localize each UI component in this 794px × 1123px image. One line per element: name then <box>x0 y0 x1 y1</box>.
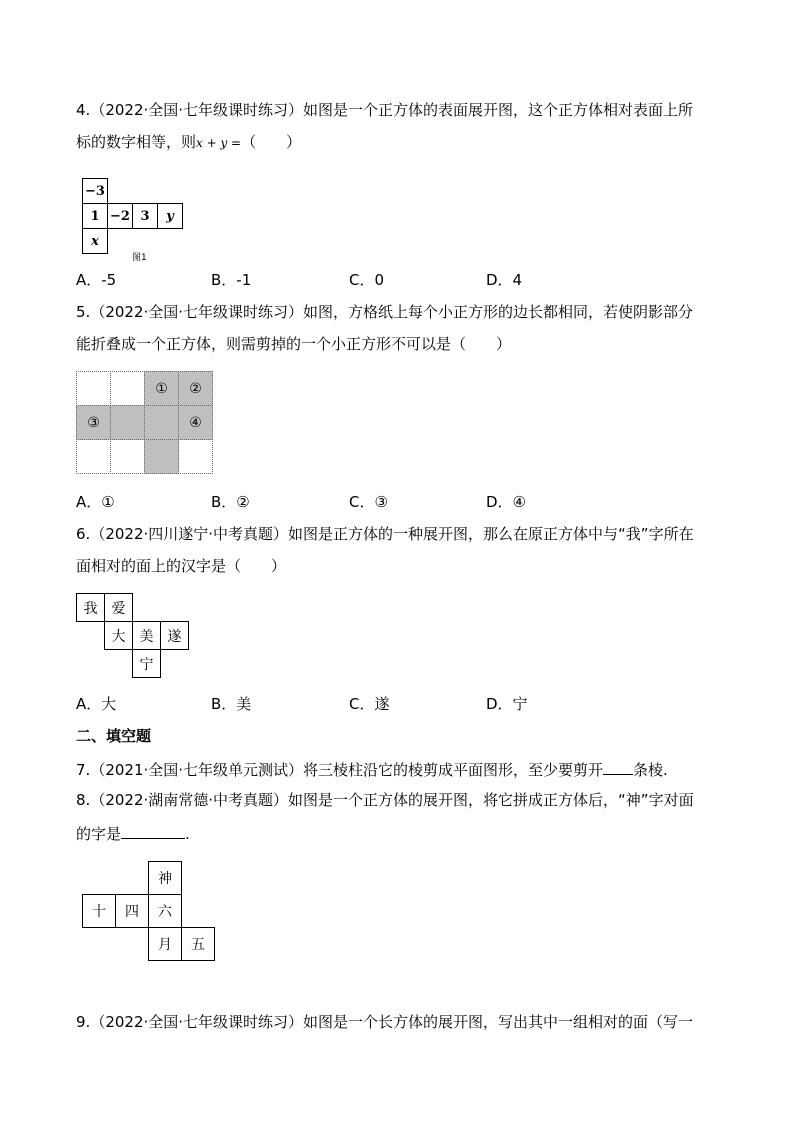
q8-net-cell: 十 <box>82 894 116 928</box>
q5-grid-cell <box>110 371 145 406</box>
q5-grid-cell <box>144 439 179 474</box>
q7-answer-blank[interactable] <box>603 758 633 775</box>
q5-grid-cell-1: ① <box>144 371 179 406</box>
q8-net-cell: 月 <box>148 927 182 961</box>
q6-option-c[interactable]: C．遂 <box>349 695 390 713</box>
q5-grid-figure <box>76 371 215 475</box>
q5-option-a[interactable]: A．① <box>76 493 115 511</box>
q5-option-b[interactable]: B．② <box>211 493 250 511</box>
q6-net-cell: 爱 <box>104 593 133 622</box>
q5-grid-cell <box>76 439 111 474</box>
q7-text-1: 将三棱柱沿它的棱剪成平面图形，至少要剪开 <box>303 761 604 779</box>
q6-option-a[interactable]: A．大 <box>76 695 117 713</box>
q5-grid-cell <box>178 439 213 474</box>
q6-net-cell: 大 <box>104 621 133 650</box>
q8-text-1: 如图是一个正方体的展开图，将它拼成正方体后，“神”字对面 <box>288 791 694 809</box>
q7-number: 7. <box>76 761 91 779</box>
q5-grid-cell-4: ④ <box>178 405 213 440</box>
q4-net-cell: −2 <box>107 203 133 229</box>
q7-text-2: 条棱. <box>633 761 668 779</box>
q4-option-c[interactable]: C．0 <box>349 271 385 289</box>
q5-option-d[interactable]: D．④ <box>486 493 526 511</box>
q8-number: 8. <box>76 791 91 809</box>
q8-source: （2022·湖南常德·中考真题） <box>90 791 289 809</box>
q4-source: （2022·全国·七年级课时练习） <box>90 101 304 119</box>
q4-options <box>76 270 636 290</box>
q9-text: 如图是一个长方体的展开图，写出其中一组相对的面（写一 <box>303 1013 694 1031</box>
q9-number: 9. <box>76 1013 91 1031</box>
q5-options <box>76 492 636 512</box>
q5-grid-cell <box>110 439 145 474</box>
q5-grid-cell-3: ③ <box>76 405 111 440</box>
q7-line <box>76 758 668 780</box>
q6-net-cell: 宁 <box>132 649 161 678</box>
q4-option-a[interactable]: A．-5 <box>76 271 117 289</box>
q8-figure <box>82 861 218 963</box>
q4-math: x + y = <box>196 136 242 150</box>
q8-text-end: . <box>185 825 190 843</box>
q6-options <box>76 694 636 714</box>
q4-line1 <box>76 100 693 120</box>
q6-net-cell: 美 <box>132 621 161 650</box>
q8-line1 <box>76 790 694 810</box>
q9-line <box>76 1012 693 1032</box>
q4-text-1: 如图是一个正方体的表面展开图，这个正方体相对表面上所 <box>303 101 694 119</box>
q4-number: 4. <box>76 101 91 119</box>
section-heading: 二、填空题 <box>76 727 152 745</box>
q5-text-2: 能折叠成一个正方体，则需剪掉的一个小正方形不可以是（ ） <box>76 335 512 353</box>
q5-grid-cell <box>76 371 111 406</box>
q6-figure <box>76 593 196 683</box>
q5-source: （2022·全国·七年级课时练习） <box>90 303 304 321</box>
q5-grid-cell <box>110 405 145 440</box>
q8-net-cell: 四 <box>115 894 149 928</box>
q6-text-1: 如图是正方体的一种展开图，那么在原正方体中与“我”字所在 <box>288 525 694 543</box>
q6-net-cell: 遂 <box>160 621 189 650</box>
q8-line2 <box>76 822 190 844</box>
q4-net-cell: x <box>82 228 108 254</box>
q5-number: 5. <box>76 303 91 321</box>
q4-net-cell: y <box>157 203 183 229</box>
q4-net-cell: 3 <box>132 203 158 229</box>
q8-text-2: 的字是 <box>76 825 122 843</box>
q5-text-1: 如图，方格纸上每个小正方形的边长都相同，若使阴影部分 <box>303 303 694 321</box>
q5-grid-cell <box>144 405 179 440</box>
q6-text-2: 面相对的面上的汉字是（ ） <box>76 557 287 575</box>
q4-net-cell: −3 <box>82 178 108 204</box>
q8-net-cell: 神 <box>148 861 182 895</box>
q8-answer-blank[interactable] <box>121 822 185 839</box>
q4-option-d[interactable]: D．4 <box>486 271 523 289</box>
q6-option-b[interactable]: B．美 <box>211 695 252 713</box>
q4-line2 <box>76 132 301 153</box>
q4-paren: （ ） <box>241 133 302 151</box>
q4-figure <box>80 176 190 263</box>
q8-net-cell: 五 <box>181 927 215 961</box>
q6-line1 <box>76 524 694 544</box>
q4-text-2: 标的数字相等，则 <box>76 133 197 151</box>
q4-option-b[interactable]: B．-1 <box>211 271 252 289</box>
q9-source: （2022·全国·七年级课时练习） <box>90 1013 304 1031</box>
q5-option-c[interactable]: C．③ <box>349 493 388 511</box>
q6-line2 <box>76 556 286 576</box>
q6-option-d[interactable]: D．宁 <box>486 695 528 713</box>
q4-fig-caption: 图1 <box>132 253 147 263</box>
q8-net-cell: 六 <box>148 894 182 928</box>
q6-number: 6. <box>76 525 91 543</box>
q5-line1 <box>76 302 693 322</box>
q6-net-cell: 我 <box>76 593 105 622</box>
q5-line2 <box>76 334 511 354</box>
q4-net-cell: 1 <box>82 203 108 229</box>
q6-source: （2022·四川遂宁·中考真题） <box>90 525 289 543</box>
q5-grid-cell-2: ② <box>178 371 213 406</box>
q7-source: （2021·全国·七年级单元测试） <box>90 761 304 779</box>
